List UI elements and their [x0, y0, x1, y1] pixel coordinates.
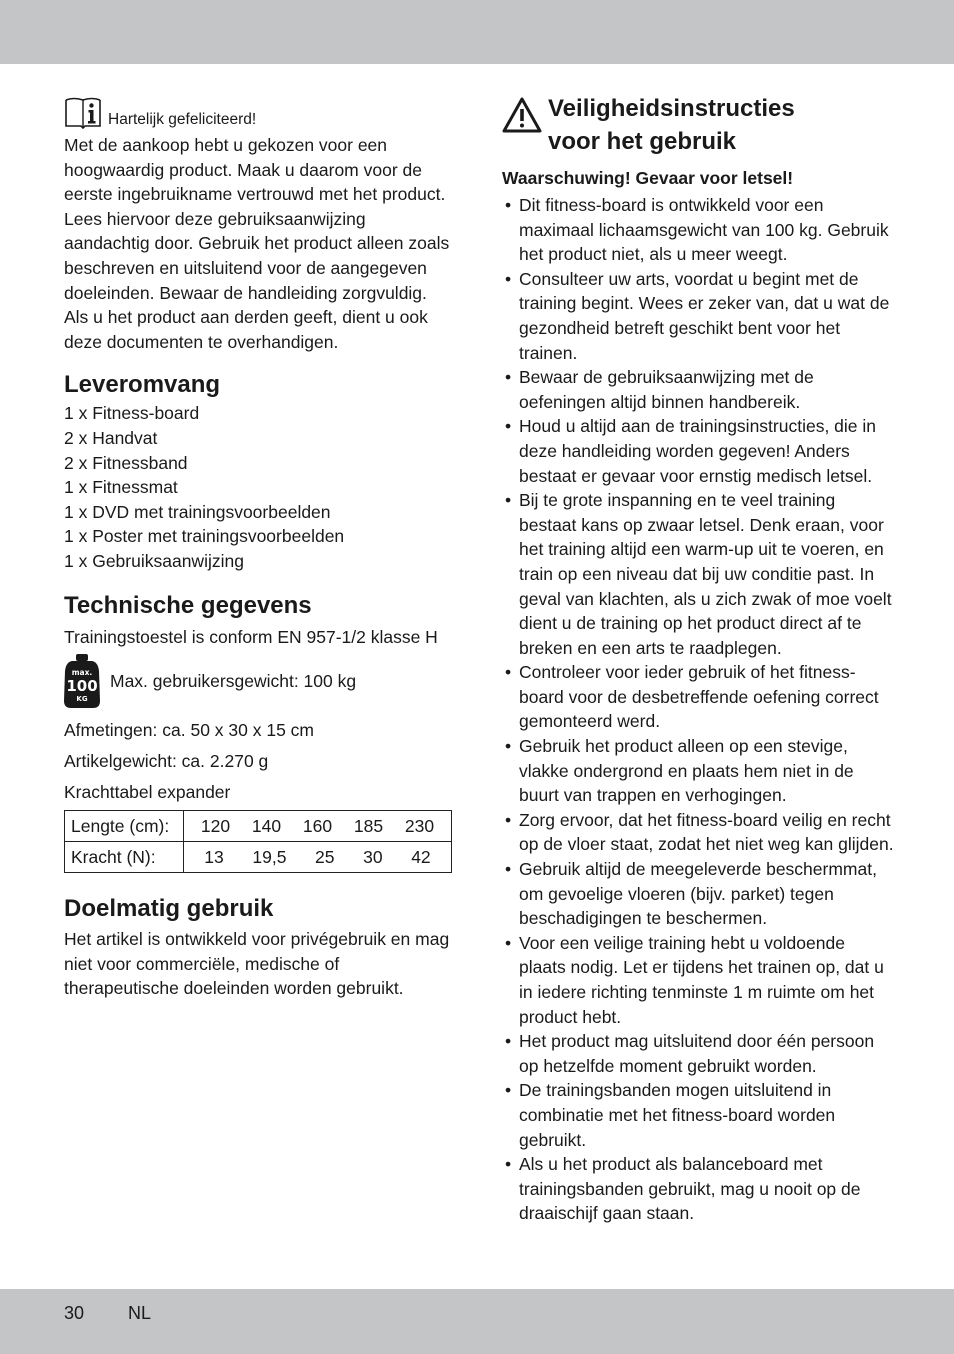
list-item: • Zorg ervoor, dat het fitness-board veilig en recht op de vloer staat, zodat het niet weg kan glijden. — [502, 808, 894, 857]
weight-icon-max: max. — [71, 668, 93, 678]
technische-gegevens-heading: Technische gegevens — [64, 591, 312, 619]
dimensions-text: Afmetingen: ca. 50 x 30 x 15 cm — [64, 720, 314, 741]
max-weight-text: Max. gebruikersgewicht: 100 kg — [110, 670, 357, 691]
list-item: • Controleer voor ieder gebruik of het fitness-board voor de desbetreffende oefening correct gemonteerd werd. — [502, 660, 894, 734]
list-item: • Het product mag uitsluitend door één persoon op hetzelfde moment gebruikt worden. — [502, 1029, 894, 1078]
page-number: 30 — [64, 1303, 85, 1323]
weight-100kg-icon — [64, 653, 100, 709]
list-item: 2 x Handvat — [64, 427, 158, 448]
safety-list — [502, 193, 894, 1226]
article-weight-text: Artikelgewicht: ca. 2.270 g — [64, 751, 269, 772]
safety-heading-line1: Veiligheidsinstructies — [548, 95, 795, 122]
intro-header — [64, 96, 454, 130]
list-item: • Als u het product als balanceboard met trainingsbanden gebruikt, mag u nooit op de draaischijf gaan staan. — [502, 1152, 894, 1226]
table-value: 185 — [353, 815, 384, 836]
expander-table — [64, 810, 452, 873]
list-item: • De trainingsbanden mogen uitsluitend in combinatie met het fitness-board worden gebruikt. — [502, 1078, 894, 1152]
table-value: 230 — [404, 815, 435, 836]
table-row — [65, 811, 452, 842]
safety-heading-line2: voor het gebruik — [548, 128, 737, 155]
table-cell-values — [184, 811, 452, 842]
list-item: • Houd u altijd aan de trainingsinstructies, die in deze handleiding worden gegeven! Anders bestaat er gevaar voor ernstig medisch letsel. — [502, 414, 894, 488]
list-item: 1 x Fitnessmat — [64, 477, 178, 498]
right-column — [502, 92, 894, 1226]
list-item: • Gebruik het product alleen op een stevige, vlakke ondergrond en plaats hem niet in de buurt van trappen en verhogingen. — [502, 734, 894, 808]
table-value: 120 — [200, 815, 231, 836]
doelmatig-gebruik-heading: Doelmatig gebruik — [64, 895, 274, 923]
list-item: • Voor een veilige training hebt u voldoende plaats nodig. Let er tijdens het trainen op, dat u in iedere richting tenminste 1 m ruimte om het product hebt. — [502, 931, 894, 1029]
list-item: • Gebruik altijd de meegeleverde beschermmat, om gevoelige vloeren (bijv. parket) tegen beschadigingen te beschermen. — [502, 857, 894, 931]
intro-body: Met de aankoop hebt u gekozen voor een hoogwaardig product. Maak u daarom voor de eerste ingebruikname vertrouwd met het product. Lees hiervoor deze gebruiksaanwijzing aandachtig door. Gebruik het product alleen zoals beschreven en uitsluitend voor de aangegeven doeleinden. Bewaar de handleiding zorgvuldig. Als u het product aan derden geeft, dient u ook deze documenten te overhandigen. — [64, 135, 450, 352]
intro-greeting: Hartelijk gefeliciteerd! — [108, 111, 257, 128]
table-value: 30 — [363, 846, 383, 867]
header-band — [0, 0, 954, 64]
list-item: • Bewaar de gebruiksaanwijzing met de oefeningen altijd binnen handbereik. — [502, 365, 894, 414]
list-item: 1 x Poster met trainingsvoorbeelden — [64, 526, 345, 547]
left-column — [64, 96, 454, 1001]
list-item: 1 x DVD met trainingsvoorbeelden — [64, 501, 331, 522]
list-item: 2 x Fitnessband — [64, 452, 188, 473]
table-cell-label: Lengte (cm): — [65, 811, 184, 842]
table-cell-values — [184, 842, 452, 873]
weight-icon-unit: KG — [76, 695, 88, 704]
list-item: • Bij te grote inspanning en te veel training bestaat kans op zwaar letsel. Denk eraan, voor het training altijd een warm-up uit te voeren, en train op een niveau dat bij uw conditie past. In geval van klachten, als u zich zwak of moe voelt dient u de training op het product direct af te breken en een arts te raadplegen. — [502, 488, 894, 660]
list-item: • Dit fitness-board is ontwikkeld voor een maximaal lichaamsgewicht van 100 kg. Gebruik het product niet, als u meer weegt. — [502, 193, 894, 267]
list-item: 1 x Gebruiksaanwijzing — [64, 550, 244, 571]
table-value: 42 — [411, 846, 431, 867]
safety-header — [502, 92, 894, 158]
table-value: 19,5 — [252, 846, 287, 867]
table-row — [65, 842, 452, 873]
info-book-icon — [64, 96, 102, 130]
warning-subheading: Waarschuwing! Gevaar voor letsel! — [502, 168, 794, 188]
safety-heading — [548, 92, 795, 158]
weight-icon-value: 100 — [66, 677, 98, 696]
table-value: 13 — [204, 846, 224, 867]
list-item: • Consulteer uw arts, voordat u begint met de training begint. Wees er zeker van, dat u wat de gezondheid betreft geschikt bent voor het trainen. — [502, 267, 894, 365]
max-weight-row — [64, 653, 454, 709]
table-value: 25 — [315, 846, 335, 867]
table-value: 140 — [251, 815, 282, 836]
page-language: NL — [128, 1303, 152, 1323]
conform-text: Trainingstoestel is conform EN 957-1/2 klasse H — [64, 626, 438, 647]
list-item: 1 x Fitness-board — [64, 403, 200, 424]
leveromvang-heading: Leveromvang — [64, 371, 221, 399]
table-value: 160 — [302, 815, 333, 836]
warning-triangle-icon — [502, 96, 542, 134]
table-cell-label: Kracht (N): — [65, 842, 184, 873]
doelmatig-body: Het artikel is ontwikkeld voor privégebruik en mag niet voor commerciële, medische of therapeutische doeleinden worden gebruikt. — [64, 929, 450, 999]
leveromvang-list — [64, 401, 454, 573]
table-caption: Krachttabel expander — [64, 782, 231, 803]
